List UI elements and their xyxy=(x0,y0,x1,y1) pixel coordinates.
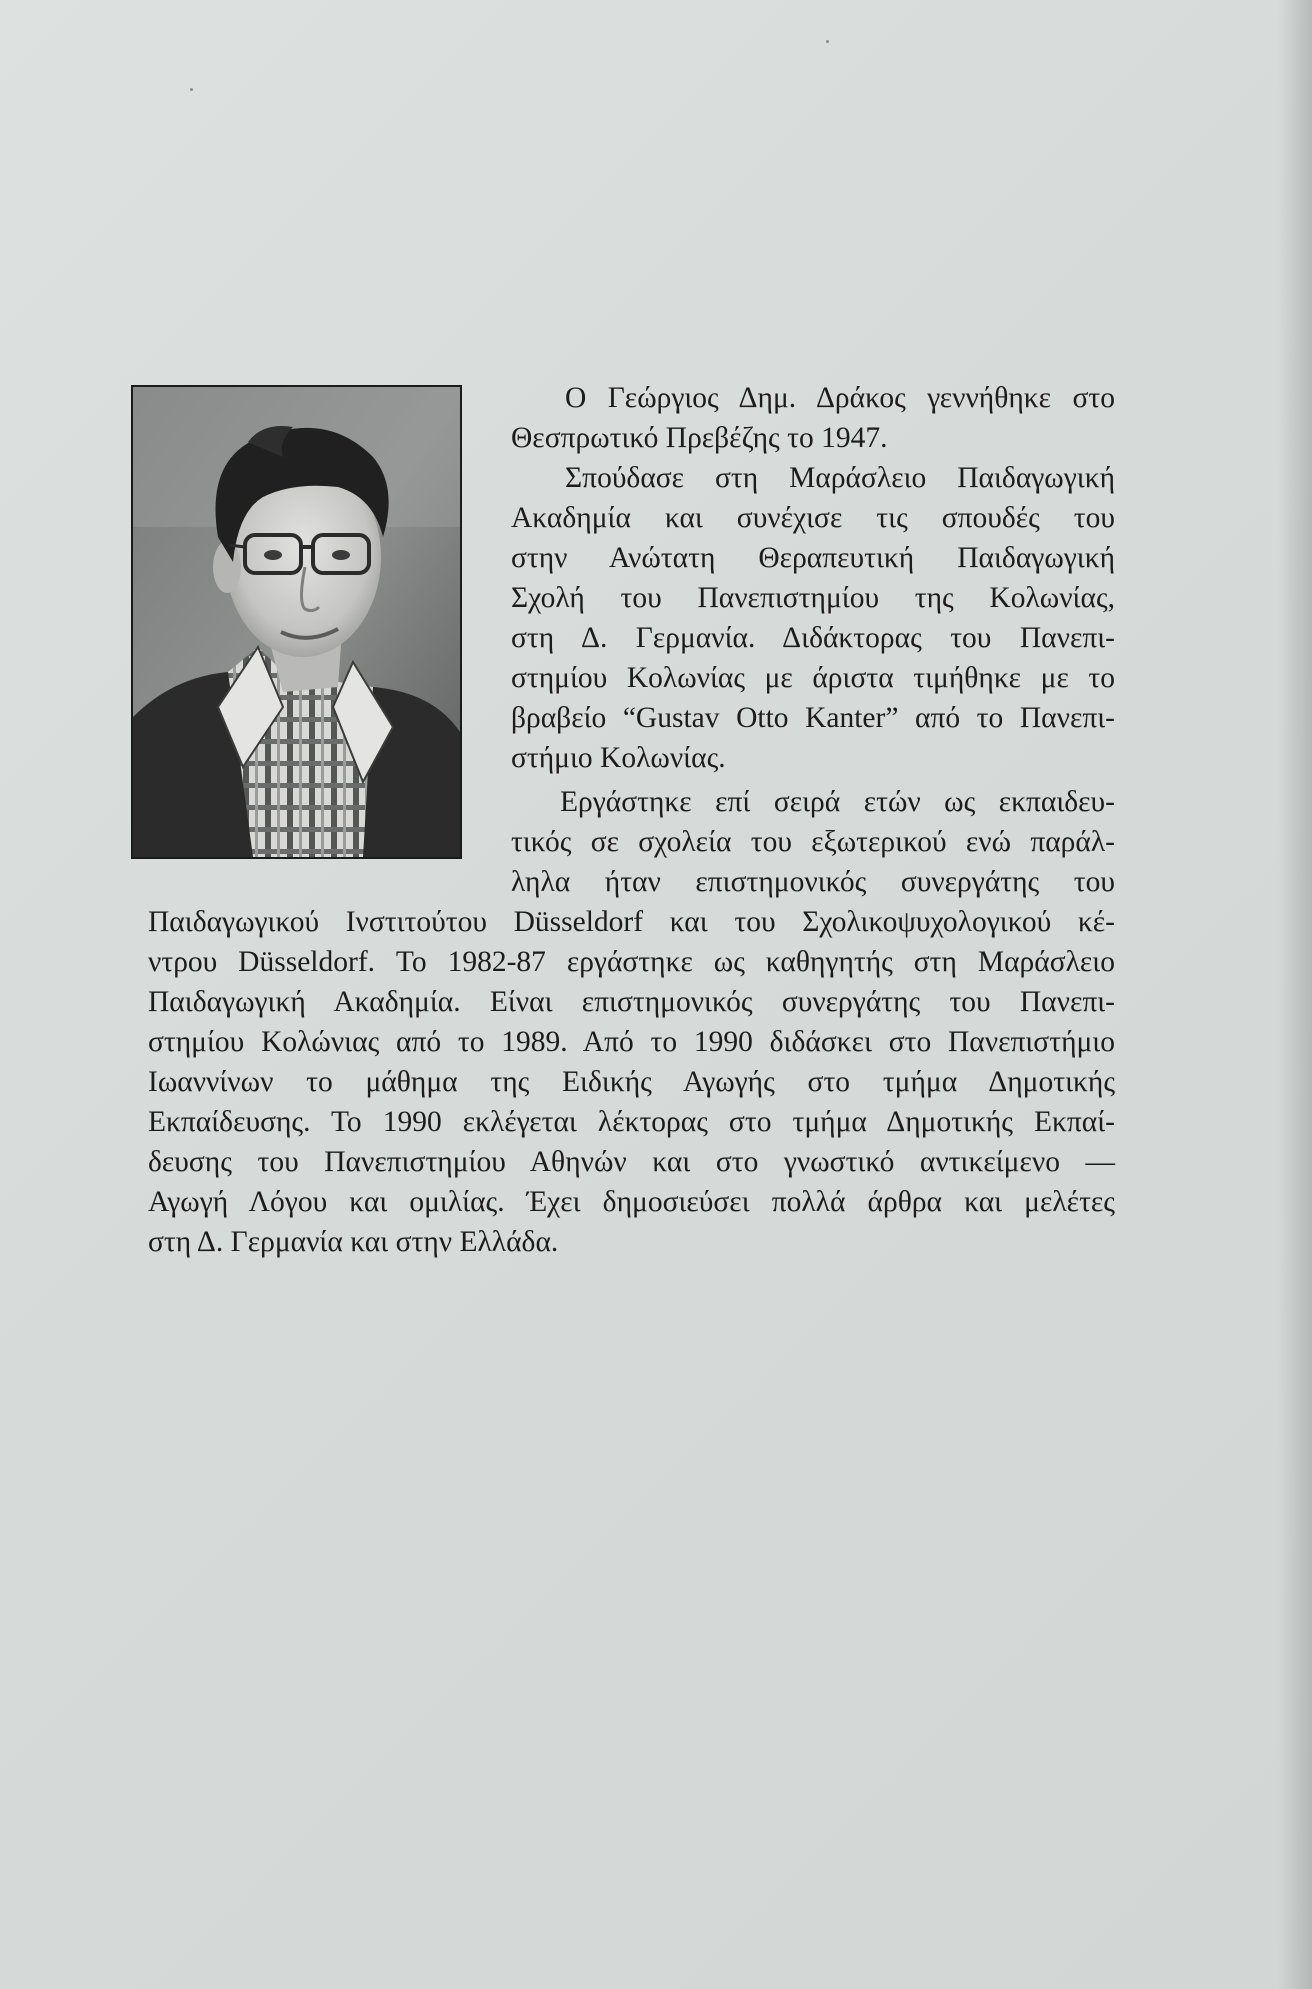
bio-line: Ιωαννίνων το μάθημα της Ειδικής Αγωγής στο τμήμα Δημοτικής xyxy=(148,1066,1115,1098)
bio-line: στην Ανώτατη Θεραπευτική Παιδαγωγική xyxy=(511,542,1115,574)
bio-line: στη Δ. Γερμανία. Διδάκτορας του Πανεπι- xyxy=(511,622,1115,654)
bio-line: Ο Γεώργιος Δημ. Δράκος γεννήθηκε στο xyxy=(565,382,1115,414)
bio-line: τικός σε σχολεία του εξωτερικού ενώ παράλ- xyxy=(511,826,1115,858)
bio-line: Θεσπρωτικό Πρεβέζης το 1947. xyxy=(511,422,888,454)
bio-line: δευσης του Πανεπιστημίου Αθηνών και στο γνωστικό αντικείμενο — xyxy=(148,1146,1115,1178)
bio-line: βραβείο “Gustav Otto Kanter” από το Πανεπι- xyxy=(511,702,1115,734)
bio-line: Εκπαίδευσης. Το 1990 εκλέγεται λέκτορας στο τμήμα Δημοτικής Εκπαί- xyxy=(148,1106,1115,1138)
bio-line: Παιδαγωγικού Ινστιτούτου Düsseldorf και του Σχολικοψυχολογικού κέ- xyxy=(148,906,1115,938)
bio-line: Αγωγή Λόγου και ομιλίας. Έχει δημοσιεύσει πολλά άρθρα και μελέτες xyxy=(148,1186,1115,1218)
bio-line: Ακαδημία και συνέχισε τις σπουδές του xyxy=(511,502,1115,534)
bio-line: ληλα ήταν επιστημονικός συνεργάτης του xyxy=(511,866,1115,898)
bio-line: Εργάστηκε επί σειρά ετών ως εκπαιδευ- xyxy=(560,786,1115,818)
bio-line: στημίου Κολωνίας με άριστα τιμήθηκε με το xyxy=(511,662,1115,694)
bio-line: στη Δ. Γερμανία και στην Ελλάδα. xyxy=(148,1226,559,1258)
bio-line: Σπούδασε στη Μαράσλειο Παιδαγωγική xyxy=(565,462,1115,494)
bio-line: ντρου Düsseldorf. Το 1982-87 εργάστηκε ως καθηγητής στη Μαράσλειο xyxy=(148,946,1115,978)
bio-line: Σχολή του Πανεπιστημίου της Κολωνίας, xyxy=(511,582,1115,614)
bio-line: στημίου Κολώνιας από το 1989. Από το 1990 διδάσκει στο Πανεπιστήμιο xyxy=(148,1026,1115,1058)
bio-line: στήμιο Κολωνίας. xyxy=(511,742,726,774)
bio-line: Παιδαγωγική Ακαδημία. Είναι επιστημονικός συνεργάτης του Πανεπι- xyxy=(148,986,1115,1018)
